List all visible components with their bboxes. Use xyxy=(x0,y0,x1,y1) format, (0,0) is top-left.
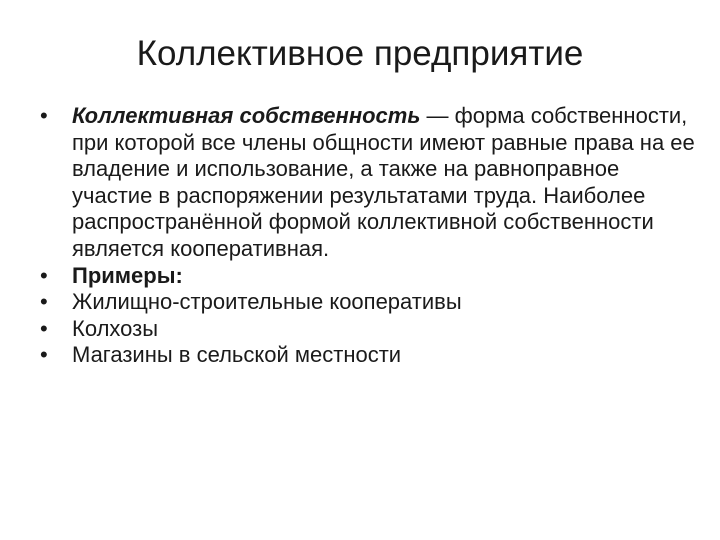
bullet-item-examples-heading xyxy=(36,263,696,290)
bullet-item-example xyxy=(36,342,696,369)
slide-title: Коллективное предприятие xyxy=(136,34,584,73)
slide-content xyxy=(36,103,696,369)
bullet-dot-icon: • xyxy=(40,103,48,128)
example-text: Колхозы xyxy=(72,315,159,341)
bullet-dot-icon: • xyxy=(40,289,48,315)
definition-text: — форма собственности, при которой все члены общности имеют равные права на ее владение и использование, а также на равноправное участие в распоряжении результатами труда. Наиболее распространённой формой коллективной собственности является кооперативная. xyxy=(72,103,695,261)
bullet-dot-icon: • xyxy=(40,262,48,288)
bullet-dot-icon: • xyxy=(40,342,48,368)
bullet-list xyxy=(36,103,696,369)
examples-heading: Примеры: xyxy=(72,262,183,288)
definition-term: Коллективная собственность xyxy=(72,103,421,128)
bullet-item-example xyxy=(36,316,696,343)
example-text: Магазины в сельской местности xyxy=(72,342,402,368)
bullet-dot-icon: • xyxy=(40,315,48,341)
example-text: Жилищно-строительные кооперативы xyxy=(72,289,462,315)
bullet-item-example xyxy=(36,289,696,316)
bullet-item-definition xyxy=(36,103,696,263)
